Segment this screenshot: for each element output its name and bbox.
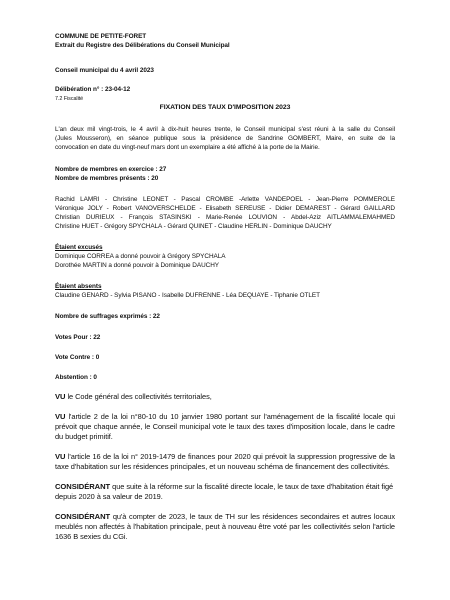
consideration-text: l'article 2 de la loi n°80-10 du 10 janvier 1980 portant sur l'aménagement de la fiscalité locale qui [68, 412, 395, 421]
consideration-keyword: VU [55, 412, 66, 421]
votes-against: Vote Contre : 0 [55, 354, 100, 361]
consideration-line: prévoit que chaque année, le Conseil municipal vote le taux des taxes d'imposition locale, dans le cadre [55, 422, 395, 431]
consideration-line [55, 482, 393, 491]
deliberation-number: Délibération n° : 23-04-12 [55, 86, 131, 93]
absent-line: Claudine GENARD - Sylvia PISANO - Isabelle DUFRENNE - Léa DEQUAYE - Tiphanie OTLET [55, 292, 320, 299]
present-members-line: Christian DURIEUX - François STASINSKI - Marie-Renée LOUVION - Abdel-Aziz AITLAMMALEMAHMED [55, 214, 395, 221]
consideration-text: l'article 16 de la loi n° 2019-1479 de finances pour 2020 qui prévoit la suppression progressive de la [67, 452, 395, 461]
absent-heading: Étaient absents [55, 283, 102, 290]
consideration-line [55, 412, 395, 421]
consideration-line: meublés non affectés à l'habitation principale, peut à nouveau être voté par les collectivités selon l'article [55, 522, 395, 531]
present-members-line: Rachid LAMRI - Christine LEONET - Pascal CROMBE -Arlette VANDEPOEL - Jean-Pierre POMMEROLE [55, 196, 395, 203]
consideration-text: qu'à compter de 2023, le taux de TH sur les résidences secondaires et autres locaux [112, 512, 395, 521]
consideration-keyword: VU [55, 452, 66, 461]
members-present: Nombre de membres présents : 20 [55, 175, 159, 182]
consideration-line: 1636 B sexies du CGi. [55, 532, 128, 541]
intro-line: L'an deux mil vingt-trois, le 4 avril à dix-huit heures trente, le Conseil municipal s'est réuni à la salle du Conseil [55, 126, 395, 133]
consideration-line: du budget primitif. [55, 432, 113, 441]
consideration-text: que suite à la réforme sur la fiscalité directe locale, le taux de taxe d'habitation était figé [112, 482, 394, 491]
consideration-text: le Code général des collectivités territoriales, [67, 392, 212, 401]
intro-line: (Jules Mousseron), en séance publique sous la présidence de Sandrine GOMBERT, Maire, en suite de la [55, 135, 395, 142]
register-extract-title: Extrait du Registre des Délibérations du Conseil Municipal [55, 42, 230, 49]
excused-line: Dominique CORREA a donné pouvoir à Grégory SPYCHALA [55, 253, 226, 260]
consideration-line [55, 452, 395, 461]
votes-cast: Nombre de suffrages exprimés : 22 [55, 313, 160, 320]
consideration-keyword: VU [55, 392, 66, 401]
council-session-date: Conseil municipal du 4 avril 2023 [55, 67, 154, 74]
intro-line: convocation en date du vingt-neuf mars dont un exemplaire a été affiché à la porte de la Mairie. [55, 144, 320, 151]
votes-abstention: Abstention : 0 [55, 374, 97, 381]
consideration-line: depuis 2020 à sa valeur de 2019. [55, 492, 163, 501]
present-members-line: Christine HUET - Grégory SPYCHALA - Gérard QUINET - Claudine HERLIN - Dominique DAUCHY [55, 223, 332, 230]
excused-heading: Étaient excusés [55, 244, 103, 251]
votes-for: Votes Pour : 22 [55, 334, 101, 341]
members-in-office: Nombre de membres en exercice : 27 [55, 166, 167, 173]
commune-name: COMMUNE DE PETITE-FORET [55, 33, 147, 40]
consideration-keyword: CONSIDÉRANT [55, 512, 111, 521]
consideration-line [55, 512, 395, 521]
consideration-keyword: CONSIDÉRANT [55, 482, 111, 491]
excused-line: Dorothée MARTIN a donné pouvoir à Dominique DAUCHY [55, 262, 219, 269]
document-title: FIXATION DES TAUX D'IMPOSITION 2023 [159, 104, 291, 111]
present-members-line: Véronique JOLY - Robert VANOVERSCHELDE - Elisabeth SEREUSE - Didier DEMAREST - Gérard GAILLARD [55, 205, 395, 212]
consideration-line: taxe d'habitation sur les résidences principales, et un nouveau schéma de financement des collectivités. [55, 462, 390, 471]
consideration-line [55, 392, 212, 401]
deliberation-category: 7.2 Fiscalité [55, 96, 84, 102]
